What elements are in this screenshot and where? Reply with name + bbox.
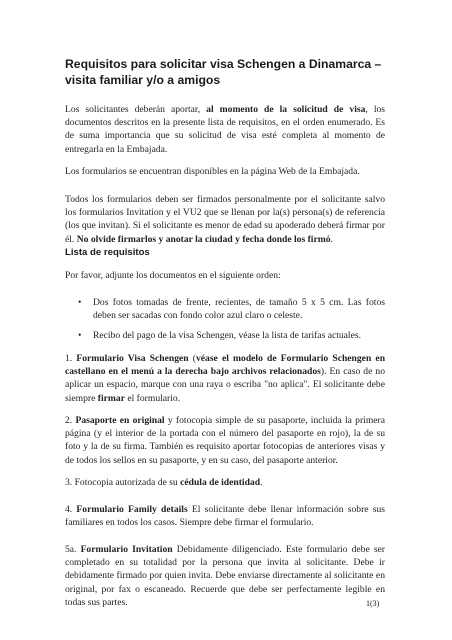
document-title: Requisitos para solicitar visa Schengen a Dinamarca – visita familiar y/o a amigos [65,57,382,87]
requirement-number: 1. [65,353,77,364]
requirement-5a [65,543,385,609]
requirement-3-title: cédula de identidad [180,477,261,488]
requirement-number: 2. [65,415,76,426]
intro-text-a: Los solicitantes deberán aportar, [65,104,207,115]
requirement-1-title: Formulario Visa Schengen [76,353,189,364]
requirement-1-text: ). En caso de no aplicar un espacio, marque con una raya o escriba "no aplica". El solicitante debe siempre [65,366,385,404]
forms-available-paragraph: Los formularios se encuentran disponibles en la página Web de la Embajada. [65,166,360,177]
requirement-number: 4. [65,504,77,515]
intro-emphasis: al momento de la solicitud de visa [206,104,366,115]
requirement-4-title: Formulario Family details [76,504,188,515]
order-note: Por favor, adjunte los documentos en el siguiente orden: [65,270,281,281]
requirement-2-title: Pasaporte en original [75,415,165,426]
list-heading: Lista de requisitos [65,247,150,258]
signing-paragraph [65,193,385,246]
bullet-item-photos: Dos fotos tomadas de frente, recientes, de tamaño 5 x 5 cm. Las fotos deben ser sacadas con fondo color azul claro o celeste. [93,297,385,322]
bullet-item-payment: Recibo del pago de la visa Schengen, véase la lista de tarifas actuales. [93,330,361,341]
page-number: 1(3) [366,599,380,608]
intro-text-c: , los documentos descritos en la presente lista de requisitos, en el orden enumerado. Es de suma importancia que su solicitud de visa esté completa al momento de entregarla en la Embajada. [65,104,386,155]
requirement-4 [65,503,385,529]
requirement-3 [65,476,385,489]
requirement-number: 5a. [65,544,81,555]
requirement-1-text: el formulario. [124,392,181,404]
signing-text-c: . [330,233,333,245]
intro-paragraph [65,103,385,156]
requirement-3-text: . [260,477,263,488]
requirement-1-sign: firmar [97,392,125,404]
requirement-1 [65,352,385,405]
requirement-1-text: ( [188,353,196,364]
requirement-2-text: y fotocopia simple de su pasaporte, incluida la primera página (y el interior de la portada con el número del pasaporte en rojo), la de su foto y la de su firma. También es requisito aportar fotocopias de anteriores visas y de todos los sellos en su pasaporte, y en su caso, del pasaporte anterior. [65,415,385,466]
signing-text-a: Todos los formularios deben ser firmados personalmente por el solicitante salvo los formularios Invitation y el VU2 que se llenan por la(s) persona(s) de referencia (los que invitan). Si el solicitante es menor de edad su apoderado deberá firmar por él. [65,194,385,245]
requirement-5a-title: Formulario Invitation [80,544,173,555]
signing-emphasis: No olvide firmarlos y anotar la ciudad y fecha donde los firmó [76,233,331,245]
requirement-3-text: 3. Fotocopia autorizada de su [65,477,181,488]
requirement-2 [65,414,385,467]
requirement-5a-text: Debidamente diligenciado. Este formulario debe ser completado en su totalidad por la persona que invita al solicitante. Debe ir debidamente firmado por quien invita. Debe enviarse directamente al solicitante en original, por fax o escaneado. Recuerde que debe ser perfectamente legible en todas sus partes. [65,544,385,608]
bullet-marker: • [78,330,82,341]
requirement-4-text: El solicitante debe llenar información sobre sus familiares en todos los casos. Siempre debe firmar el formulario. [65,504,385,529]
requirement-1-note: véase el modelo de Formulario Schengen en castellano en el menú a la derecha bajo archivos relacionados [65,353,386,378]
bullet-marker: • [78,297,82,308]
